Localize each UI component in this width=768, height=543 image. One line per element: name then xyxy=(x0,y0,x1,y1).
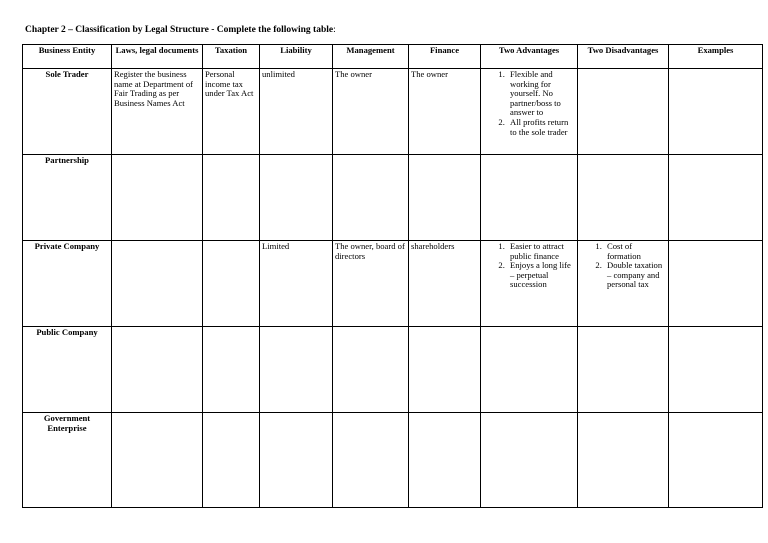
cell-liability: unlimited xyxy=(260,69,333,155)
cell-liability: Limited xyxy=(260,241,333,327)
cell-advantages xyxy=(481,69,578,155)
cell-advantages xyxy=(481,241,578,327)
list-item: 1. Flexible and working for yourself. No partner/boss to answer to xyxy=(507,70,575,118)
cell-disadvantages xyxy=(578,69,669,155)
header-taxation: Taxation xyxy=(203,45,260,69)
cell-entity: Partnership xyxy=(23,155,112,241)
cell-advantages xyxy=(481,413,578,508)
cell-advantages xyxy=(481,155,578,241)
cell-taxation xyxy=(203,327,260,413)
disadvantages-list xyxy=(580,242,666,290)
cell-management: The owner, board of directors xyxy=(333,241,409,327)
cell-taxation xyxy=(203,413,260,508)
cell-management xyxy=(333,155,409,241)
cell-laws xyxy=(112,241,203,327)
cell-entity: Government Enterprise xyxy=(23,413,112,508)
cell-disadvantages xyxy=(578,413,669,508)
cell-taxation xyxy=(203,155,260,241)
cell-finance xyxy=(409,413,481,508)
cell-finance xyxy=(409,327,481,413)
list-item: 1. Cost of formation xyxy=(604,242,666,261)
cell-finance: shareholders xyxy=(409,241,481,327)
header-liability: Liability xyxy=(260,45,333,69)
advantages-list xyxy=(483,70,575,137)
list-item: 1. Easier to attract public finance xyxy=(507,242,575,261)
cell-examples xyxy=(669,69,763,155)
table-row xyxy=(23,241,763,327)
cell-entity: Private Company xyxy=(23,241,112,327)
cell-laws xyxy=(112,155,203,241)
cell-disadvantages xyxy=(578,327,669,413)
cell-liability xyxy=(260,413,333,508)
cell-taxation: Personal income tax under Tax Act xyxy=(203,69,260,155)
header-management: Management xyxy=(333,45,409,69)
header-finance: Finance xyxy=(409,45,481,69)
page-title-suffix: : xyxy=(333,25,336,35)
cell-advantages xyxy=(481,327,578,413)
list-item: 2. Enjoys a long life – perpetual succession xyxy=(507,261,575,290)
header-examples: Examples xyxy=(669,45,763,69)
cell-liability xyxy=(260,327,333,413)
cell-laws xyxy=(112,413,203,508)
cell-disadvantages xyxy=(578,155,669,241)
cell-laws xyxy=(112,327,203,413)
table-row xyxy=(23,327,763,413)
cell-entity: Public Company xyxy=(23,327,112,413)
cell-taxation xyxy=(203,241,260,327)
page-title xyxy=(25,24,336,36)
cell-liability xyxy=(260,155,333,241)
cell-finance xyxy=(409,155,481,241)
cell-examples xyxy=(669,327,763,413)
page-title-bold: Chapter 2 – Classification by Legal Structure - Complete the following table xyxy=(25,25,334,35)
table-row xyxy=(23,155,763,241)
table-row xyxy=(23,413,763,508)
cell-laws: Register the business name at Department of Fair Trading as per Business Names Act xyxy=(112,69,203,155)
classification-table xyxy=(22,44,763,508)
cell-management: The owner xyxy=(333,69,409,155)
cell-management xyxy=(333,413,409,508)
header-advantages: Two Advantages xyxy=(481,45,578,69)
cell-entity: Sole Trader xyxy=(23,69,112,155)
header-laws: Laws, legal documents xyxy=(112,45,203,69)
table-row xyxy=(23,69,763,155)
list-item: 2. All profits return to the sole trader xyxy=(507,118,575,137)
cell-disadvantages xyxy=(578,241,669,327)
cell-management xyxy=(333,327,409,413)
header-business-entity: Business Entity xyxy=(23,45,112,69)
cell-examples xyxy=(669,241,763,327)
cell-examples xyxy=(669,155,763,241)
table-header-row xyxy=(23,45,763,69)
header-disadvantages: Two Disadvantages xyxy=(578,45,669,69)
cell-finance: The owner xyxy=(409,69,481,155)
list-item: 2. Double taxation – company and personal tax xyxy=(604,261,666,290)
cell-examples xyxy=(669,413,763,508)
advantages-list xyxy=(483,242,575,290)
